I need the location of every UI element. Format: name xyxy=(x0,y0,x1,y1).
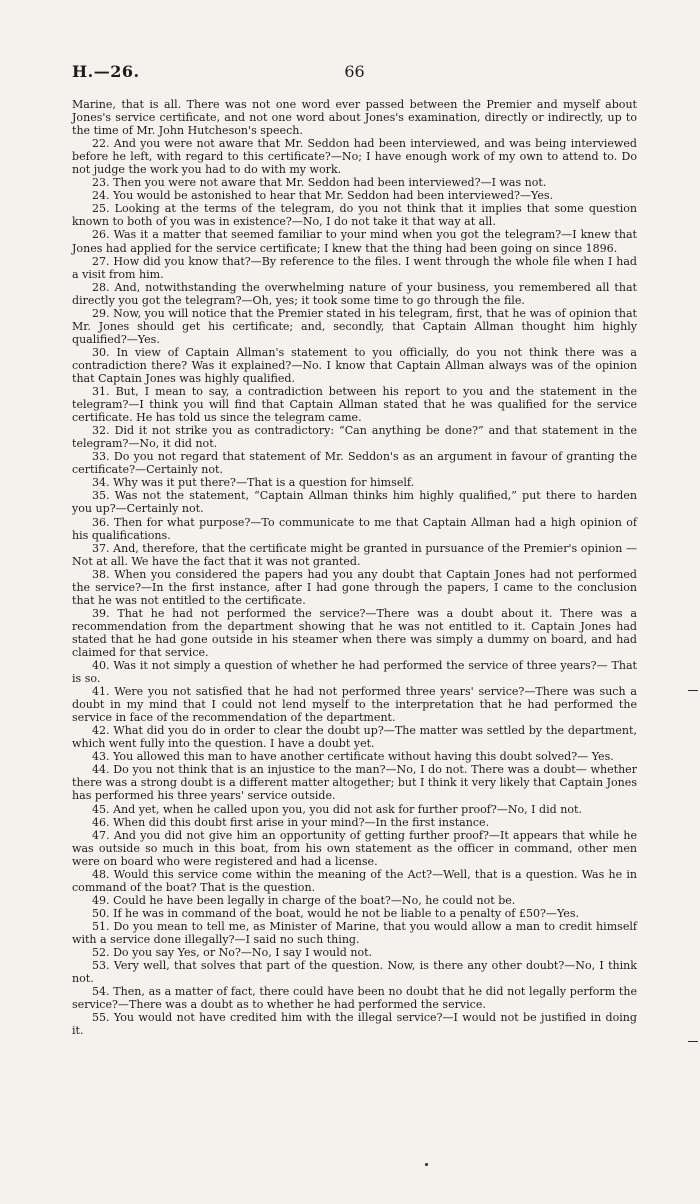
question-answer-paragraph: 32. Did it not strike you as contradictory: “Can anything be done?” and that statement in the telegram?—No, it did not. xyxy=(72,424,637,451)
question-answer-paragraph: 34. Why was it put there?—That is a question for himself. xyxy=(92,476,415,490)
question-answer-paragraph: 46. When did this doubt first arise in your mind?—In the first instance. xyxy=(92,815,490,829)
question-answer-paragraph: 51. Do you mean to tell me, as Minister of Marine, that you would allow a man to credit himself with a service done illegally?—I said no such thing. xyxy=(72,919,637,946)
question-answer-paragraph: 36. Then for what purpose?—To communicate to me that Captain Allman had a high opinion of his qualifications. xyxy=(72,515,637,542)
question-answer-paragraph: 24. You would be astonished to hear that Mr. Seddon had been interviewed?—Yes. xyxy=(92,189,554,203)
question-answer-paragraph: 50. If he was in command of the boat, would he not be liable to a penalty of £50?—Yes. xyxy=(92,906,580,920)
question-answer-paragraph: 38. When you considered the papers had you any doubt that Captain Jones had not performed the service?—In the first instance, after I had gone through the papers, I came to the conclusion that he was not entitled to the certificate. xyxy=(72,567,637,607)
question-answer-paragraph: 30. In view of Captain Allman's statement to you officially, do you not think there was a contradiction there? Was it explained?—No. I know that Captain Allman always was of the opinion that Captain Jones was highly qualified. xyxy=(72,345,637,385)
document-body xyxy=(72,98,637,1037)
question-answer-paragraph: 22. And you were not aware that Mr. Seddon had been interviewed, and was being interviewed before he left, with regard to this certificate?—No; I have enough work of my own to attend to. Do not judge the work you had to do with my work. xyxy=(72,137,637,177)
continued-paragraph: Marine, that is all. There was not one word ever passed between the Premier and myself about Jones's service certificate, and not one word about Jones's examination, directly or indirectly, up to the time of Mr. John Hutcheson's speech. xyxy=(72,98,637,138)
question-answer-paragraph: 33. Do you not regard that statement of Mr. Seddon's as an argument in favour of granting the certificate?—Certainly not. xyxy=(72,450,637,477)
question-answer-paragraph: 40. Was it not simply a question of whether he had performed the service of three years?— That is so. xyxy=(72,659,637,686)
question-answer-paragraph: 47. And you did not give him an opportunity of getting further proof?—It appears that while he was outside so much in this boat, from his own statement as the officer in command, other men were on board who were registered and had a license. xyxy=(72,828,637,868)
question-answer-paragraph: 44. Do you not think that is an injustice to the man?—No, I do not. There was a doubt— whether there was a strong doubt is a different matter altogether; but I think it very likely that Captain Jones has performed his three years' service outside. xyxy=(72,763,637,803)
question-answer-paragraph: 41. Were you not satisfied that he had not performed three years' service?—There was such a doubt in my mind that I could not lend myself to the interpretation that he had performed the service in face of the recommendation of the department. xyxy=(72,685,637,725)
question-answer-paragraph: 42. What did you do in order to clear the doubt up?—The matter was settled by the department, which went fully into the question. I have a doubt yet. xyxy=(72,724,637,751)
question-answer-paragraph: 27. How did you know that?—By reference to the files. I went through the whole file when I had a visit from him. xyxy=(72,254,637,281)
question-answer-paragraph: 31. But, I mean to say, a contradiction between his report to you and the statement in the telegram?—I think you will find that Captain Allman stated that he was qualified for the service certificate. He has told us since the telegram came. xyxy=(72,385,637,425)
question-answer-paragraph: 55. You would not have credited him with the illegal service?—I would not be justified in doing it. xyxy=(72,1011,637,1038)
question-answer-paragraph: 39. That he had not performed the service?—There was a doubt about it. There was a recommendation from the department showing that he was not entitled to it. Captain Jones had stated that he had gone outside in his steamer when there was simply a dummy on board, and had claimed for that service. xyxy=(72,606,637,659)
question-answer-paragraph: 25. Looking at the terms of the telegram, do you not think that it implies that some question known to both of you was in existence?—No, I do not take it that way at all. xyxy=(72,202,637,229)
question-answer-paragraph: 43. You allowed this man to have another certificate without having this doubt solved?— Yes. xyxy=(92,750,614,764)
page-header xyxy=(72,62,637,84)
page-number: 66 xyxy=(344,62,365,81)
question-answer-paragraph: 49. Could he have been legally in charge of the boat?—No, he could not be. xyxy=(92,893,516,907)
question-answer-paragraph: 23. Then you were not aware that Mr. Seddon had been interviewed?—I was not. xyxy=(92,176,547,190)
question-answer-paragraph: 35. Was not the statement, “Captain Allman thinks him highly qualified,” put there to harden you up?—Certainly not. xyxy=(72,489,637,516)
question-answer-paragraph: 26. Was it a matter that seemed familiar to your mind when you got the telegram?—I knew that Jones had applied for the service certificate; I knew that the thing had been going on since 1896. xyxy=(72,228,637,255)
document-reference: H.—26. xyxy=(72,62,140,81)
question-answer-paragraph: 28. And, notwithstanding the overwhelming nature of your business, you remembered all that directly you got the telegram?—Oh, yes; it took some time to go through the file. xyxy=(72,280,637,307)
question-answer-paragraph: 53. Very well, that solves that part of the question. Now, is there any other doubt?—No, I think not. xyxy=(72,959,637,986)
question-answer-paragraph: 52. Do you say Yes, or No?—No, I say I would not. xyxy=(92,946,373,960)
margin-mark xyxy=(688,1041,698,1042)
question-answer-paragraph: 48. Would this service come within the meaning of the Act?—Well, that is a question. Was he in command of the boat? That is the question. xyxy=(72,867,637,894)
scan-speck xyxy=(425,1163,428,1166)
question-answer-paragraph: 37. And, therefore, that the certificate might be granted in pursuance of the Premier's opinion —Not at all. We have the fact that it was not granted. xyxy=(72,541,637,568)
question-answer-paragraph: 29. Now, you will notice that the Premier stated in his telegram, first, that he was of opinion that Mr. Jones should get his certificate; and, secondly, that Captain Allman thought him highly qualified?—Yes. xyxy=(72,306,637,346)
question-answer-paragraph: 54. Then, as a matter of fact, there could have been no doubt that he did not legally perform the service?—There was a doubt as to whether he had performed the service. xyxy=(72,985,637,1012)
question-answer-paragraph: 45. And yet, when he called upon you, you did not ask for further proof?—No, I did not. xyxy=(92,802,582,816)
margin-mark xyxy=(688,690,698,691)
